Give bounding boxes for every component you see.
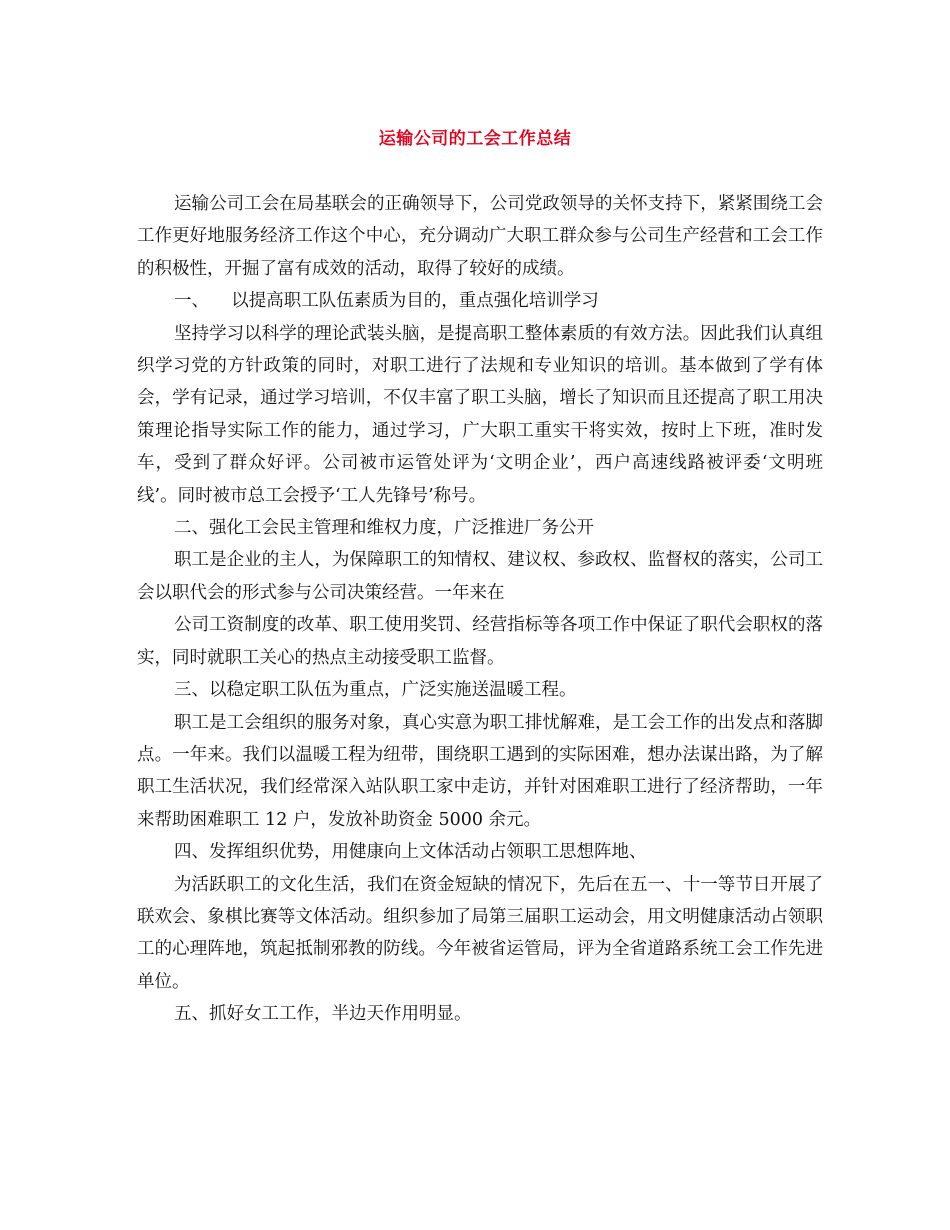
section-2-paragraph-a: 职工是企业的主人，为保障职工的知情权、建议权、参政权、监督权的落实，公司工会以职代会的形式参与公司决策经营。一年来在 (137, 550, 823, 603)
document-body (137, 188, 823, 1031)
section-heading-2: 二、强化工会民主管理和维权力度，广泛推进厂务公开 (174, 518, 594, 539)
intro-paragraph: 运输公司工会在局基联会的正确领导下，公司党政领导的关怀支持下，紧紧围绕工会工作更好地服务经济工作这个中心，充分调动广大职工群众参与公司生产经营和工会工作的积极性，开掘了富有成效的活动，取得了较好的成绩。 (137, 194, 823, 279)
section-heading-3: 三、以稳定职工队伍为重点，广泛实施送温暖工程。 (174, 680, 577, 701)
document-title: 运输公司的工会工作总结 (378, 129, 572, 149)
section-1-paragraph: 坚持学习以科学的理论武装头脑，是提高职工整体素质的有效方法。因此我们认真组织学习党的方针政策的同时，对职工进行了法规和专业知识的培训。基本做到了学有体会，学有记录，通过学习培训，不仅丰富了职工头脑，增长了知识而且还提高了职工用决策理论指导实际工作的能力，通过学习，广大职工重实干将实效，按时上下班，准时发车，受到了群众好评。公司被市运管处评为‘文明企业’，西户高速线路被评委‘文明班线’。同时被市总工会授予‘工人先锋号’称号。 (137, 323, 823, 506)
section-4-paragraph: 为活跃职工的文化生活，我们在资金短缺的情况下，先后在五一、十一等节日开展了联欢会、象棋比赛等文体活动。组织参加了局第三届职工运动会，用文明健康活动占领职工的心理阵地，筑起抵制邪教的防线。今年被省运管局，评为全省道路系统工会工作先进单位。 (137, 874, 823, 992)
section-heading-4: 四、发挥组织优势，用健康向上文体活动占领职工思想阵地、 (174, 842, 647, 863)
section-2-paragraph-b: 公司工资制度的改革、职工使用奖罚、经营指标等各项工作中保证了职代会职权的落实，同时就职工关心的热点主动接受职工监督。 (137, 615, 823, 668)
section-heading-1: 一、 以提高职工队伍素质为目的，重点强化培训学习 (174, 291, 599, 312)
section-3-paragraph: 职工是工会组织的服务对象，真心实意为职工排忧解难，是工会工作的出发点和落脚点。一年来。我们以温暖工程为纽带，围绕职工遇到的实际困难，想办法谋出路，为了解职工生活状况，我们经常深入站队职工家中走访，并针对困难职工进行了经济帮助，一年来帮助困难职工 12 户，发放补助资金 5000 余元。 (137, 712, 823, 830)
section-heading-5: 五、抓好女工工作，半边天作用明显。 (174, 1004, 472, 1025)
